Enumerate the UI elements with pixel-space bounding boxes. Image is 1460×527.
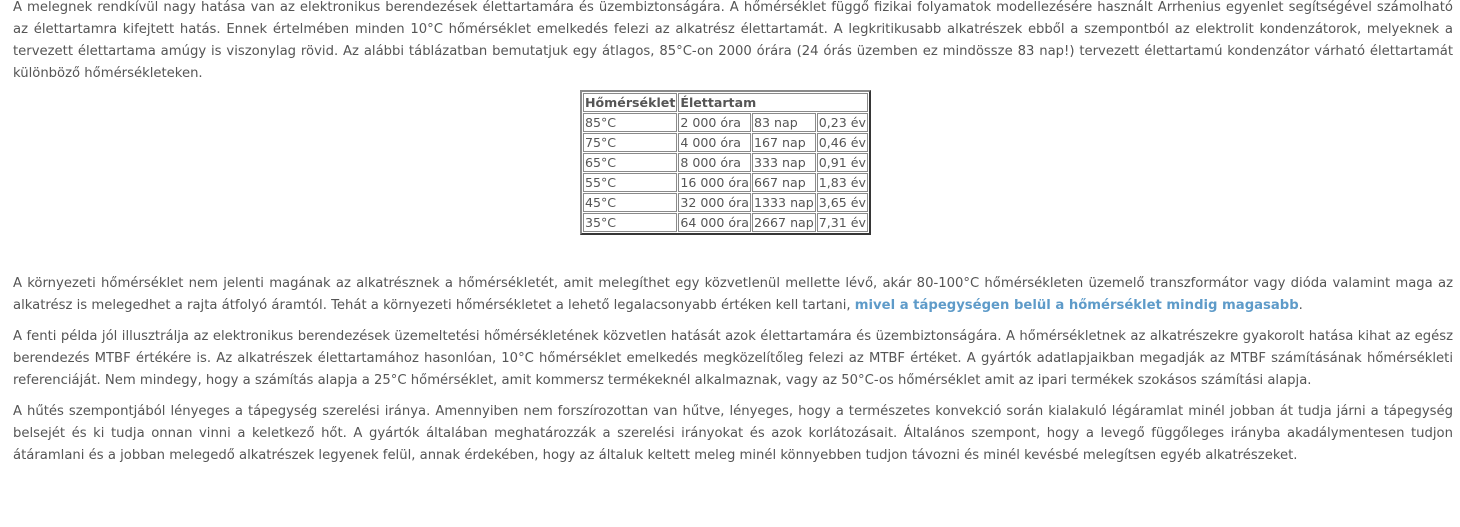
cell-temperature: 75°C (583, 133, 677, 152)
ambient-paragraph-suffix: . (1298, 298, 1303, 313)
cell-hours: 32 000 óra (678, 193, 751, 212)
mtbf-paragraph: A fenti példa jól illusztrálja az elektronikus berendezések üzemeltetési hőmérsékletének közvetlen hatását azok élettartamára és üzembiztonságára. A hőmérsékletnek az alkatrészekre gyakorolt hatása kihat az egész berendezés MTBF értékére is. Az alkatrészek élettartamához hasonlóan, 10°C hőmérséklet emelkedés megközelítőleg felezi az MTBF értéket. A gyártók adatlapjaikban megadják az MTBF számításának hőmérsékleti referenciáját. Nem mindegy, hogy a számítás alapja a 25°C hőmérséklet, amit kommersz termékeknél alkalmaznak, vagy az 50°C-os hőmérséklet amit az ipari termékek szokásos számítási alapja. (13, 329, 1453, 388)
ambient-paragraph-text: A környezeti hőmérséklet nem jelenti magának az alkatrésznek a hőmérsékletét, amit melegíthet egy közvetlenül mellette lévő, akár 80-100°C hőmérsékleten üzemelő transzformátor vagy dióda valamint maga az alkatrész is melegedhet a rajta átfolyó áramtól. Tehát a környezeti hőmérsékletet a lehető legalacsonyabb értéken kell tartani, (13, 276, 1453, 313)
header-temperature: Hőmérséklet (583, 93, 677, 112)
cooling-paragraph: A hűtés szempontjából lényeges a tápegység szerelési iránya. Amennyiben nem forszírozottan van hűtve, lényeges, hogy a természetes konvekció során kialakuló légáramlat minél jobban át tudja járni a tápegység belsejét és ki tudja onnan vinni a keletkező hőt. A gyártók általában meghatározzák a szerelési irányokat és azok korlátozásait. Általános szempont, hogy a levegő függőleges irányba akadálymentesen tudjon átáramlani és a jobban melegedő alkatrészek legyenek felül, annak érdekében, hogy az általuk keltett meleg minél könnyebben tudjon távozni és minél kevésbé melegítsen egyéb alkatrészeket. (13, 404, 1453, 463)
table-row (583, 173, 868, 192)
cell-days: 333 nap (752, 153, 816, 172)
cell-hours: 8 000 óra (678, 153, 751, 172)
cell-years: 0,91 év (817, 153, 868, 172)
cell-hours: 4 000 óra (678, 133, 751, 152)
cell-temperature: 85°C (583, 113, 677, 132)
power-supply-temperature-link[interactable]: mivel a tápegységen belül a hőmérséklet mindig magasabb (854, 298, 1299, 313)
ambient-temperature-paragraph (13, 273, 1453, 317)
table-row (583, 113, 868, 132)
table-row (583, 193, 868, 212)
cell-years: 7,31 év (817, 213, 868, 232)
cell-temperature: 45°C (583, 193, 677, 212)
table-row (583, 153, 868, 172)
cell-temperature: 35°C (583, 213, 677, 232)
cell-temperature: 65°C (583, 153, 677, 172)
cell-years: 0,46 év (817, 133, 868, 152)
intro-paragraph: A melegnek rendkívül nagy hatása van az elektronikus berendezések élettartamára és üzembiztonságára. A hőmérséklet függő fizikai folyamatok modellezésére használt Arrhenius egyenlet segítségével számolható az élettartamra kifejtett hatás. Ennek értelmében minden 10°C hőmérséklet emelkedés felezi az alkatrész élettartamát. A legkritikusabb alkatrészek ebből a szempontból az elektrolit kondenzátorok, melyeknek a tervezett élettartama amúgy is viszonylag rövid. Az alábbi táblázatban bemutatjuk egy átlagos, 85°C-on 2000 órára (24 órás üzemben ez mindössze 83 nap!) tervezett élettartamú kondenzátor várható élettartamát különböző hőmérsékleteken. (13, 0, 1453, 81)
table-header-row (583, 93, 868, 112)
article-body (13, 0, 1453, 467)
cell-years: 1,83 év (817, 173, 868, 192)
cell-hours: 64 000 óra (678, 213, 751, 232)
cell-days: 2667 nap (752, 213, 816, 232)
cell-hours: 2 000 óra (678, 113, 751, 132)
table-row (583, 133, 868, 152)
cell-temperature: 55°C (583, 173, 677, 192)
cell-hours: 16 000 óra (678, 173, 751, 192)
spacer (13, 235, 1453, 273)
cell-days: 167 nap (752, 133, 816, 152)
table-row (583, 213, 868, 232)
capacitor-lifetime-table (580, 90, 871, 235)
header-lifetime: Élettartam (678, 93, 868, 112)
cell-days: 1333 nap (752, 193, 816, 212)
cell-days: 667 nap (752, 173, 816, 192)
cell-years: 3,65 év (817, 193, 868, 212)
table-wrapper (0, 90, 1453, 235)
cell-years: 0,23 év (817, 113, 868, 132)
cell-days: 83 nap (752, 113, 816, 132)
